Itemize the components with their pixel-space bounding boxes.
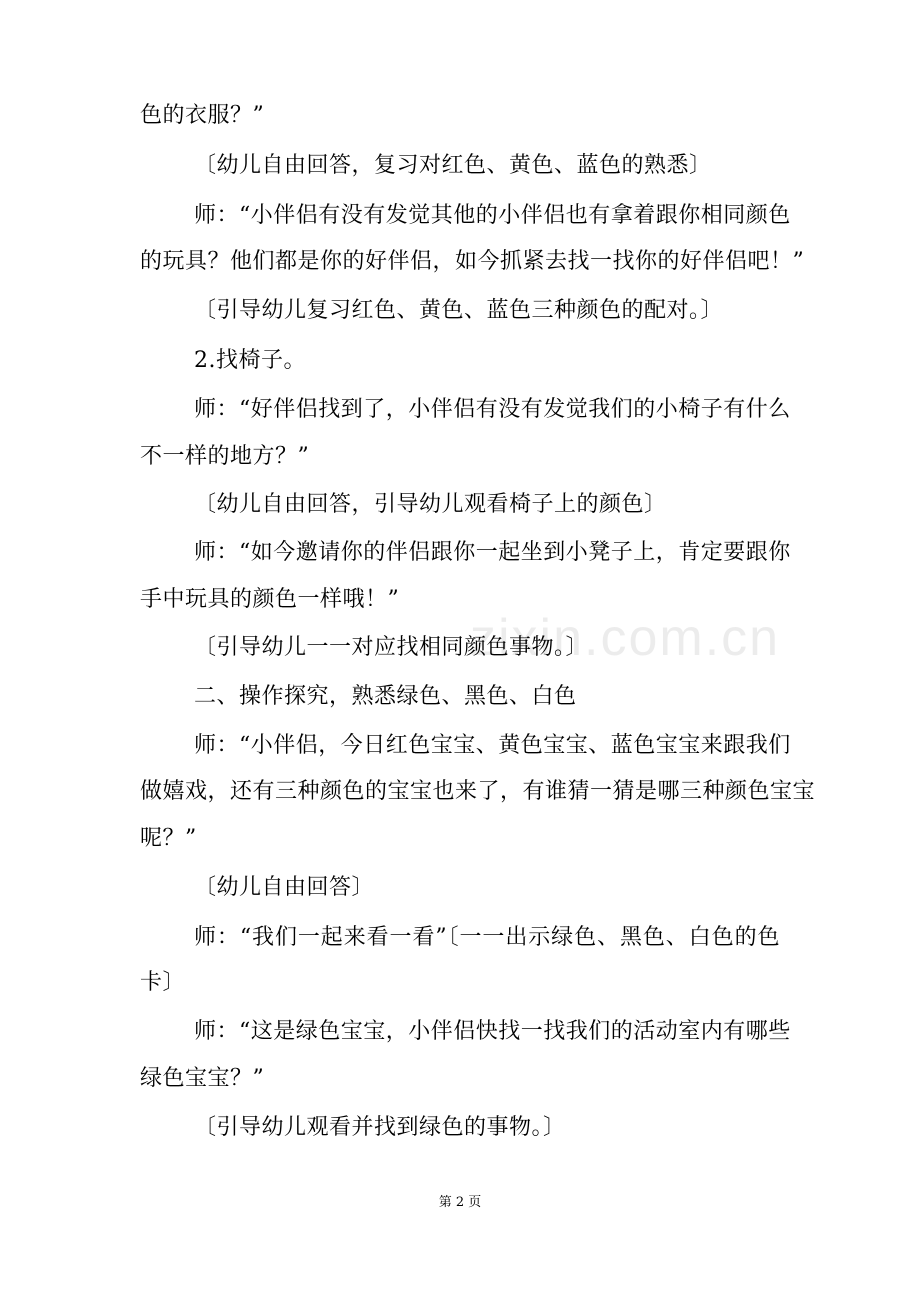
text-line: 手中玩具的颜色一样哦！” — [140, 587, 400, 612]
text-line: 〔幼儿自由回答，复习对红色、黄色、蓝色的熟悉〕 — [194, 153, 712, 178]
text-line: 二、操作探究，熟悉绿色、黑色、白色 — [194, 684, 577, 709]
text-line: 不一样的地方？” — [140, 444, 310, 469]
text-line: 师：“这是绿色宝宝，小伴侣快找一找我们的活动室内有哪些 — [194, 1019, 791, 1044]
page-number: 第 2 页 — [438, 1195, 482, 1210]
text-line: 〔引导幼儿一一对应找相同颜色事物。〕 — [194, 635, 589, 660]
text-line: 2.找椅子。 — [194, 348, 306, 373]
text-line: 卡〕 — [140, 970, 186, 995]
text-line: 呢？” — [140, 826, 197, 851]
text-line: 〔幼儿自由回答，引导幼儿观看椅子上的颜色〕 — [194, 492, 667, 517]
text-line: 色的衣服？” — [140, 103, 265, 128]
text-line: 〔引导幼儿观看并找到绿色的事物。〕 — [194, 1115, 566, 1140]
text-line: 的玩具？他们都是你的好伴侣，如今抓紧去找一找你的好伴侣吧！” — [140, 249, 805, 274]
text-line: 师：“小伴侣，今日红色宝宝、黄色宝宝、蓝色宝宝来跟我们 — [194, 733, 791, 758]
text-line: 〔幼儿自由回答〕 — [194, 875, 375, 900]
text-line: 师：“好伴侣找到了，小伴侣有没有发觉我们的小椅子有什么 — [194, 397, 791, 422]
text-line: 师：“小伴侣有没有发觉其他的小伴侣也有拿着跟你相同颜色 — [194, 203, 791, 228]
text-line: 〔引导幼儿复习红色、黄色、蓝色三种颜色的配对。〕 — [194, 298, 724, 323]
text-line: 师：“如今邀请你的伴侣跟你一起坐到小凳子上，肯定要跟你 — [194, 540, 791, 565]
text-line: 做嬉戏，还有三种颜色的宝宝也来了，有谁猜一猜是哪三种颜色宝宝 — [140, 779, 816, 804]
watermark: zixin.com.cn — [470, 609, 781, 667]
text-line: 绿色宝宝？” — [140, 1066, 265, 1091]
text-line: 师：“我们一起来看一看”〔一一出示绿色、黑色、白色的色 — [194, 925, 780, 950]
